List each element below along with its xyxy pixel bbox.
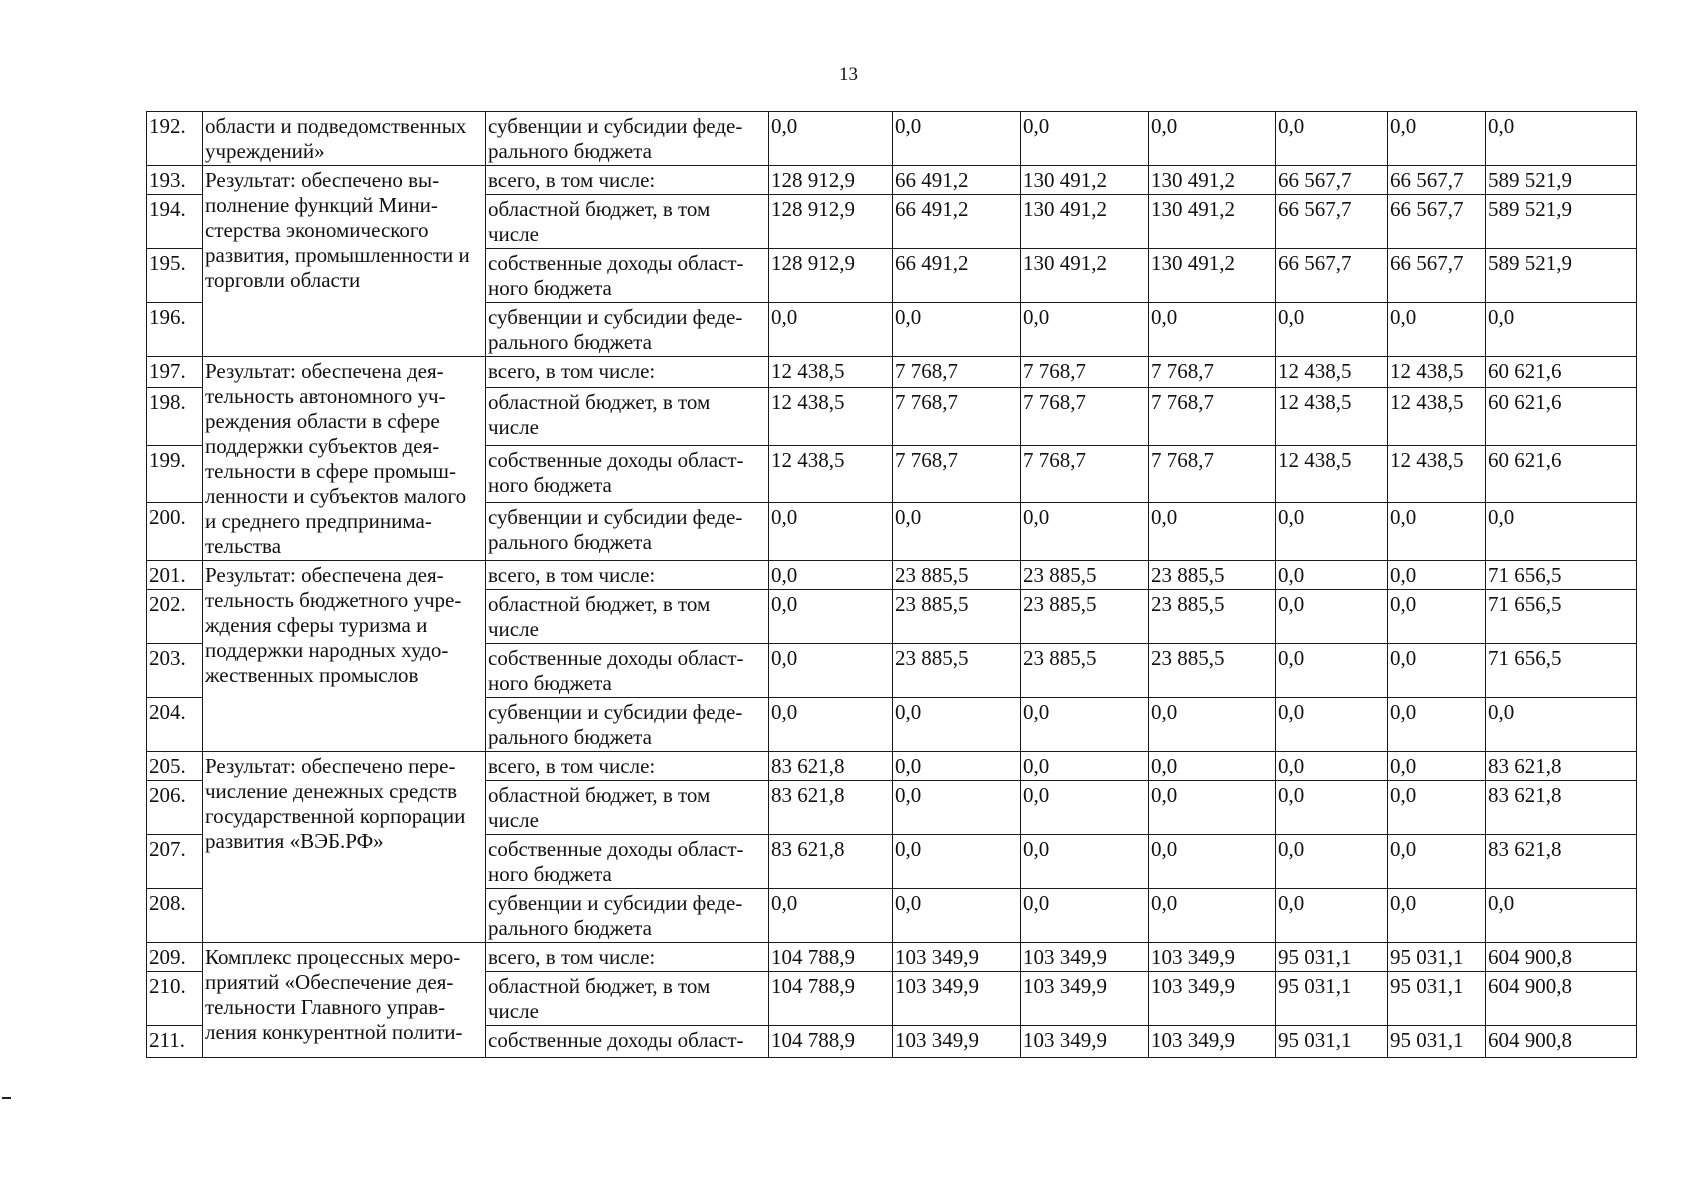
row-number-cell: 205. — [147, 752, 203, 781]
value-cell: 103 349,9 — [1149, 1026, 1276, 1058]
value-cell: 0,0 — [769, 889, 893, 943]
text-line: субвенции и субсидии феде- — [488, 505, 743, 530]
value-cell: 103 349,9 — [1021, 972, 1149, 1026]
value-cell: 0,0 — [1021, 698, 1149, 752]
text-line: поддержки субъектов дея- — [205, 434, 440, 458]
text-line: всего, в том числе: — [488, 168, 656, 192]
value-cell: 12 438,5 — [769, 387, 893, 445]
value-cell: 0,0 — [1149, 112, 1276, 166]
value-cell: 0,0 — [893, 835, 1021, 889]
value-cell: 130 491,2 — [1149, 249, 1276, 303]
text-line: числе — [488, 999, 539, 1023]
text-line: областной бюджет, в том — [488, 974, 711, 998]
text-line: собственные доходы област- — [488, 1028, 744, 1052]
value-cell: 71 656,5 — [1486, 590, 1637, 644]
value-cell: 23 885,5 — [1149, 561, 1276, 590]
text-line: ленности и субъектов малого — [205, 484, 467, 508]
funding-source-cell — [486, 503, 769, 561]
row-number-cell: 195. — [147, 249, 203, 303]
value-cell: 0,0 — [893, 781, 1021, 835]
value-cell: 0,0 — [893, 889, 1021, 943]
value-cell: 7 768,7 — [893, 445, 1021, 503]
description-cell — [203, 357, 486, 561]
row-number-cell: 204. — [147, 698, 203, 752]
value-cell: 7 768,7 — [1021, 445, 1149, 503]
text-line: субвенции и субсидии феде- — [488, 114, 743, 138]
text-line: областной бюджет, в том — [488, 197, 711, 221]
funding-source-cell — [486, 1026, 769, 1058]
value-cell: 95 031,1 — [1276, 943, 1388, 972]
row-number-cell: 210. — [147, 972, 203, 1026]
value-cell: 95 031,1 — [1276, 972, 1388, 1026]
text-line: всего, в том числе: — [488, 563, 656, 587]
value-cell: 0,0 — [1388, 698, 1486, 752]
text-line: государственной корпорации — [205, 804, 466, 828]
value-cell: 95 031,1 — [1388, 1026, 1486, 1058]
description-cell — [203, 112, 486, 166]
value-cell: 66 567,7 — [1276, 249, 1388, 303]
text-line: приятий «Обеспечение дея- — [205, 970, 454, 994]
value-cell: 0,0 — [1276, 698, 1388, 752]
value-cell: 0,0 — [1149, 503, 1276, 561]
value-cell: 589 521,9 — [1486, 195, 1637, 249]
value-cell: 12 438,5 — [1276, 445, 1388, 503]
value-cell: 60 621,6 — [1486, 445, 1637, 503]
text-line: Результат: обеспечено пере- — [205, 754, 456, 778]
value-cell: 0,0 — [1149, 752, 1276, 781]
value-cell: 0,0 — [769, 112, 893, 166]
description-cell — [203, 561, 486, 752]
table-row — [147, 561, 1637, 590]
funding-source-cell — [486, 166, 769, 195]
value-cell: 0,0 — [1388, 303, 1486, 357]
value-cell: 130 491,2 — [1021, 166, 1149, 195]
text-line: тельность автономного уч- — [205, 384, 446, 408]
value-cell: 0,0 — [1149, 835, 1276, 889]
row-number-cell: 209. — [147, 943, 203, 972]
row-number-cell: 202. — [147, 590, 203, 644]
text-line: ного бюджета — [488, 276, 612, 300]
text-line: тельства — [205, 534, 282, 558]
row-number-cell: 203. — [147, 644, 203, 698]
text-line: Результат: обеспечена дея- — [205, 563, 444, 587]
value-cell: 0,0 — [769, 561, 893, 590]
value-cell: 604 900,8 — [1486, 943, 1637, 972]
value-cell: 83 621,8 — [769, 781, 893, 835]
value-cell: 66 491,2 — [893, 195, 1021, 249]
value-cell: 604 900,8 — [1486, 1026, 1637, 1058]
value-cell: 83 621,8 — [1486, 781, 1637, 835]
text-line: ного бюджета — [488, 671, 612, 695]
value-cell: 23 885,5 — [1021, 590, 1149, 644]
value-cell: 0,0 — [1486, 698, 1637, 752]
text-line: числе — [488, 808, 539, 832]
text-line: и среднего предпринима- — [205, 509, 432, 533]
text-line: областной бюджет, в том — [488, 592, 711, 616]
value-cell: 7 768,7 — [1021, 387, 1149, 445]
value-cell: 0,0 — [1149, 303, 1276, 357]
value-cell: 589 521,9 — [1486, 166, 1637, 195]
funding-source-cell — [486, 249, 769, 303]
row-number-cell: 193. — [147, 166, 203, 195]
value-cell: 128 912,9 — [769, 166, 893, 195]
text-line: областной бюджет, в том — [488, 783, 711, 807]
text-line: тельность бюджетного учре- — [205, 588, 462, 612]
value-cell: 0,0 — [893, 303, 1021, 357]
text-line: стерства экономического — [205, 218, 429, 242]
value-cell: 7 768,7 — [893, 387, 1021, 445]
funding-source-cell — [486, 387, 769, 445]
description-cell — [203, 943, 486, 1058]
text-line: собственные доходы област- — [488, 837, 744, 861]
text-line: всего, в том числе: — [488, 945, 656, 969]
funding-source-cell — [486, 195, 769, 249]
table-row — [147, 166, 1637, 195]
funding-source-cell — [486, 943, 769, 972]
value-cell: 103 349,9 — [893, 972, 1021, 1026]
funding-source-cell — [486, 835, 769, 889]
page-number: 13 — [839, 64, 858, 85]
text-line: развития, промышленности и — [205, 243, 470, 267]
value-cell: 7 768,7 — [1149, 357, 1276, 388]
text-line: реждения области в сфере — [205, 409, 440, 433]
value-cell: 130 491,2 — [1021, 249, 1149, 303]
margin-mark — [2, 1097, 11, 1099]
value-cell: 7 768,7 — [1021, 357, 1149, 388]
value-cell: 0,0 — [1021, 503, 1149, 561]
value-cell: 23 885,5 — [1021, 644, 1149, 698]
budget-table — [146, 111, 1637, 1058]
row-number-cell: 211. — [147, 1026, 203, 1058]
text-line: всего, в том числе: — [488, 359, 656, 383]
row-number-cell: 208. — [147, 889, 203, 943]
value-cell: 23 885,5 — [893, 561, 1021, 590]
value-cell: 60 621,6 — [1486, 357, 1637, 388]
text-line: поддержки народных худо- — [205, 638, 449, 662]
value-cell: 23 885,5 — [1149, 590, 1276, 644]
value-cell: 0,0 — [893, 503, 1021, 561]
value-cell: 0,0 — [1388, 781, 1486, 835]
text-line: субвенции и субсидии феде- — [488, 305, 743, 329]
text-line: Результат: обеспечено вы- — [205, 168, 440, 192]
value-cell: 7 768,7 — [1149, 387, 1276, 445]
text-line: ного бюджета — [488, 472, 612, 497]
value-cell: 0,0 — [1276, 112, 1388, 166]
value-cell: 23 885,5 — [893, 590, 1021, 644]
value-cell: 12 438,5 — [1388, 387, 1486, 445]
value-cell: 104 788,9 — [769, 972, 893, 1026]
text-line: Комплекс процессных меро- — [205, 945, 461, 969]
funding-source-cell — [486, 752, 769, 781]
row-number-cell: 206. — [147, 781, 203, 835]
value-cell: 66 491,2 — [893, 166, 1021, 195]
value-cell: 0,0 — [1276, 889, 1388, 943]
row-number-cell: 197. — [147, 357, 203, 388]
value-cell: 12 438,5 — [769, 357, 893, 388]
value-cell: 0,0 — [1486, 303, 1637, 357]
value-cell: 0,0 — [1388, 835, 1486, 889]
value-cell: 103 349,9 — [893, 1026, 1021, 1058]
text-line: числе — [488, 617, 539, 641]
value-cell: 130 491,2 — [1021, 195, 1149, 249]
text-line: рального бюджета — [488, 530, 652, 555]
value-cell: 66 567,7 — [1276, 195, 1388, 249]
value-cell: 0,0 — [769, 590, 893, 644]
row-number-cell: 192. — [147, 112, 203, 166]
text-line: Результат: обеспечена дея- — [205, 359, 444, 383]
value-cell: 71 656,5 — [1486, 561, 1637, 590]
text-line: всего, в том числе: — [488, 754, 656, 778]
value-cell: 66 567,7 — [1388, 195, 1486, 249]
value-cell: 0,0 — [893, 698, 1021, 752]
value-cell: 60 621,6 — [1486, 387, 1637, 445]
value-cell: 0,0 — [893, 112, 1021, 166]
value-cell: 0,0 — [1276, 781, 1388, 835]
value-cell: 83 621,8 — [1486, 835, 1637, 889]
funding-source-cell — [486, 644, 769, 698]
value-cell: 0,0 — [1486, 112, 1637, 166]
value-cell: 0,0 — [769, 303, 893, 357]
value-cell: 0,0 — [1149, 889, 1276, 943]
value-cell: 0,0 — [1276, 752, 1388, 781]
value-cell: 0,0 — [1388, 752, 1486, 781]
text-line: числе — [488, 414, 539, 439]
value-cell: 95 031,1 — [1276, 1026, 1388, 1058]
value-cell: 0,0 — [1388, 889, 1486, 943]
value-cell: 0,0 — [1486, 503, 1637, 561]
text-line: собственные доходы област- — [488, 447, 744, 472]
text-line: области и подведомственных учреждений» — [205, 114, 467, 163]
value-cell: 103 349,9 — [1149, 943, 1276, 972]
text-line: числе — [488, 222, 539, 246]
value-cell: 83 621,8 — [769, 752, 893, 781]
text-line: торговли области — [205, 268, 361, 292]
table-row — [147, 752, 1637, 781]
value-cell: 66 567,7 — [1388, 166, 1486, 195]
value-cell: 12 438,5 — [1388, 445, 1486, 503]
value-cell: 0,0 — [1276, 303, 1388, 357]
value-cell: 66 491,2 — [893, 249, 1021, 303]
table-row — [147, 943, 1637, 972]
value-cell: 0,0 — [769, 644, 893, 698]
text-line: числение денежных средств — [205, 779, 458, 803]
text-line: субвенции и субсидии феде- — [488, 700, 743, 724]
text-line: областной бюджет, в том — [488, 389, 711, 414]
text-line: собственные доходы област- — [488, 646, 744, 670]
table-row — [147, 357, 1637, 388]
value-cell: 0,0 — [1388, 503, 1486, 561]
funding-source-cell — [486, 889, 769, 943]
funding-source-cell — [486, 445, 769, 503]
value-cell: 71 656,5 — [1486, 644, 1637, 698]
value-cell: 104 788,9 — [769, 943, 893, 972]
value-cell: 0,0 — [1388, 644, 1486, 698]
value-cell: 0,0 — [1021, 752, 1149, 781]
value-cell: 103 349,9 — [893, 943, 1021, 972]
row-number-cell: 198. — [147, 387, 203, 445]
value-cell: 0,0 — [1149, 698, 1276, 752]
value-cell: 0,0 — [769, 503, 893, 561]
value-cell: 0,0 — [1276, 503, 1388, 561]
value-cell: 0,0 — [1021, 112, 1149, 166]
value-cell: 0,0 — [1276, 644, 1388, 698]
text-line: рального бюджета — [488, 330, 652, 354]
value-cell: 0,0 — [893, 752, 1021, 781]
description-cell — [203, 166, 486, 357]
value-cell: 0,0 — [1149, 781, 1276, 835]
value-cell: 23 885,5 — [893, 644, 1021, 698]
value-cell: 23 885,5 — [1149, 644, 1276, 698]
funding-source-cell — [486, 698, 769, 752]
description-cell — [203, 752, 486, 943]
table-row — [147, 112, 1637, 166]
text-line: развития «ВЭБ.РФ» — [205, 829, 384, 853]
value-cell: 0,0 — [769, 698, 893, 752]
value-cell: 83 621,8 — [1486, 752, 1637, 781]
value-cell: 66 567,7 — [1388, 249, 1486, 303]
value-cell: 0,0 — [1021, 889, 1149, 943]
value-cell: 0,0 — [1021, 781, 1149, 835]
value-cell: 0,0 — [1021, 303, 1149, 357]
funding-source-cell — [486, 781, 769, 835]
text-line: субвенции и субсидии феде- — [488, 891, 743, 915]
text-line: ления конкурентной полити- — [205, 1020, 463, 1044]
text-line: ного бюджета — [488, 862, 612, 886]
value-cell: 130 491,2 — [1149, 195, 1276, 249]
value-cell: 0,0 — [1388, 561, 1486, 590]
funding-source-cell — [486, 357, 769, 388]
value-cell: 128 912,9 — [769, 249, 893, 303]
text-line: собственные доходы област- — [488, 251, 744, 275]
value-cell: 23 885,5 — [1021, 561, 1149, 590]
value-cell: 66 567,7 — [1276, 166, 1388, 195]
value-cell: 7 768,7 — [1149, 445, 1276, 503]
text-line: рального бюджета — [488, 916, 652, 940]
value-cell: 103 349,9 — [1021, 1026, 1149, 1058]
value-cell: 12 438,5 — [769, 445, 893, 503]
value-cell: 0,0 — [1388, 112, 1486, 166]
row-number-cell: 194. — [147, 195, 203, 249]
value-cell: 95 031,1 — [1388, 972, 1486, 1026]
value-cell: 103 349,9 — [1149, 972, 1276, 1026]
text-line: полнение функций Мини- — [205, 193, 438, 217]
value-cell: 95 031,1 — [1388, 943, 1486, 972]
row-number-cell: 207. — [147, 835, 203, 889]
value-cell: 0,0 — [1276, 590, 1388, 644]
value-cell: 12 438,5 — [1276, 387, 1388, 445]
text-line: рального бюджета — [488, 139, 652, 163]
value-cell: 104 788,9 — [769, 1026, 893, 1058]
value-cell: 589 521,9 — [1486, 249, 1637, 303]
value-cell: 0,0 — [1388, 590, 1486, 644]
text-line: ждения сферы туризма и — [205, 613, 428, 637]
text-line: тельности Главного управ- — [205, 995, 446, 1019]
value-cell: 12 438,5 — [1276, 357, 1388, 388]
value-cell: 604 900,8 — [1486, 972, 1637, 1026]
value-cell: 0,0 — [1276, 835, 1388, 889]
value-cell: 83 621,8 — [769, 835, 893, 889]
text-line: жественных промыслов — [205, 663, 419, 687]
funding-source-cell — [486, 590, 769, 644]
funding-source-cell — [486, 561, 769, 590]
funding-source-cell — [486, 972, 769, 1026]
row-number-cell: 200. — [147, 503, 203, 561]
value-cell: 128 912,9 — [769, 195, 893, 249]
funding-source-cell — [486, 112, 769, 166]
row-number-cell: 199. — [147, 445, 203, 503]
text-line: тельности в сфере промыш- — [205, 459, 456, 483]
value-cell: 130 491,2 — [1149, 166, 1276, 195]
value-cell: 0,0 — [1486, 889, 1637, 943]
value-cell: 103 349,9 — [1021, 943, 1149, 972]
row-number-cell: 196. — [147, 303, 203, 357]
row-number-cell: 201. — [147, 561, 203, 590]
value-cell: 7 768,7 — [893, 357, 1021, 388]
text-line: рального бюджета — [488, 725, 652, 749]
value-cell: 0,0 — [1276, 561, 1388, 590]
funding-source-cell — [486, 303, 769, 357]
value-cell: 0,0 — [1021, 835, 1149, 889]
value-cell: 12 438,5 — [1388, 357, 1486, 388]
